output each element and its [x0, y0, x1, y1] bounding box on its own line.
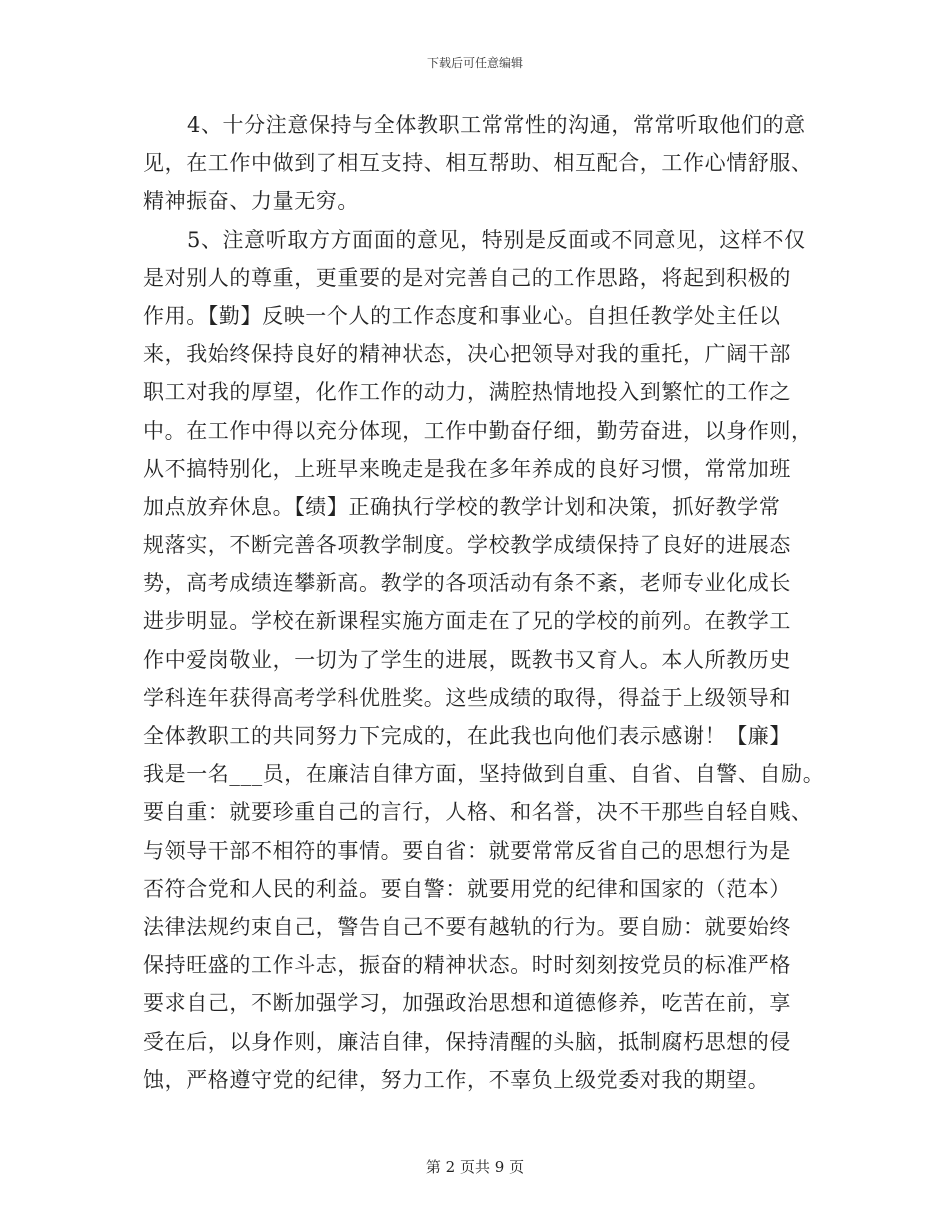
document-body — [143, 106, 843, 1099]
text-line: 职工对我的厚望，化作工作的动力，满腔热情地投入到繁忙的工作之 — [143, 380, 791, 405]
page-footer: 第 2 页共 9 页 — [425, 1158, 525, 1176]
text-line: 与领导干部不相符的事情。要自省：就要常常反省自己的思想行为是 — [143, 838, 791, 863]
text-line: 蚀，严格遵守党的纪律，努力工作，不辜负上级党委对我的期望。 — [143, 1067, 770, 1092]
text-line: 要求自己，不断加强学习，加强政治思想和道德修养，吃苦在前，享 — [143, 991, 791, 1016]
text-line: 学科连年获得高考学科优胜奖。这些成绩的取得，得益于上级领导和 — [143, 685, 791, 710]
page-header: 下载后可任意编辑 — [426, 56, 523, 70]
text-line: 作中爱岗敬业，一切为了学生的进展，既教书又育人。本人所教历史 — [143, 647, 791, 672]
text-line: 5、注意听取方方面面的意见，特别是反面或不同意见，这样不仅 — [187, 227, 806, 252]
text-line: 受在后，以身作则，廉洁自律，保持清醒的头脑，抵制腐朽思想的侵 — [143, 1029, 791, 1054]
text-line: 见，在工作中做到了相互支持、相互帮助、相互配合，工作心情舒服、 — [143, 151, 813, 176]
text-line: 4、十分注意保持与全体教职工常常性的沟通，常常听取他们的意 — [187, 113, 806, 137]
text-line: 法律法规约束自己，警告自己不要有越轨的行为。要自励：就要始终 — [143, 914, 791, 939]
text-line: 规落实，不断完善各项教学制度。学校教学成绩保持了良好的进展态 — [143, 533, 791, 558]
text-line: 全体教职工的共同努力下完成的，在此我也向他们表示感谢！【廉】 — [143, 724, 791, 748]
text-line: 要自重：就要珍重自己的言行，人格、和名誉，决不干那些自轻自贱、 — [143, 800, 813, 825]
text-line: 势，高考成绩连攀新高。教学的各项活动有条不紊，老师专业化成长 — [143, 571, 791, 596]
text-line: 进步明显。学校在新课程实施方面走在了兄的学校的前列。在教学工 — [143, 609, 791, 634]
text-line: 作用。【勤】反映一个人的工作态度和事业心。自担任教学处主任以 — [143, 303, 781, 328]
text-line: 保持旺盛的工作斗志，振奋的精神状态。时时刻刻按党员的标准严格 — [143, 953, 791, 978]
text-line: 精神振奋、力量无穷。 — [143, 189, 359, 214]
text-line: 否符合党和人民的利益。要自警：就要用党的纪律和国家的（范本） — [143, 876, 791, 901]
text-line: 从不搞特别化，上班早来晚走是我在多年养成的良好习惯，常常加班 — [143, 456, 791, 481]
text-line: 我是一名___员，在廉洁自律方面，坚持做到自重、自省、自警、自励。 — [143, 762, 825, 787]
text-line: 中。在工作中得以充分体现，工作中勤奋仔细，勤劳奋进，以身作则， — [143, 418, 813, 443]
text-line: 加点放弃休息。【绩】正确执行学校的教学计划和决策，抓好教学常 — [143, 494, 781, 519]
text-line: 是对别人的尊重，更重要的是对完善自己的工作思路，将起到积极的 — [143, 265, 791, 290]
text-line: 来，我始终保持良好的精神状态，决心把领导对我的重托，广阔干部 — [143, 342, 791, 367]
